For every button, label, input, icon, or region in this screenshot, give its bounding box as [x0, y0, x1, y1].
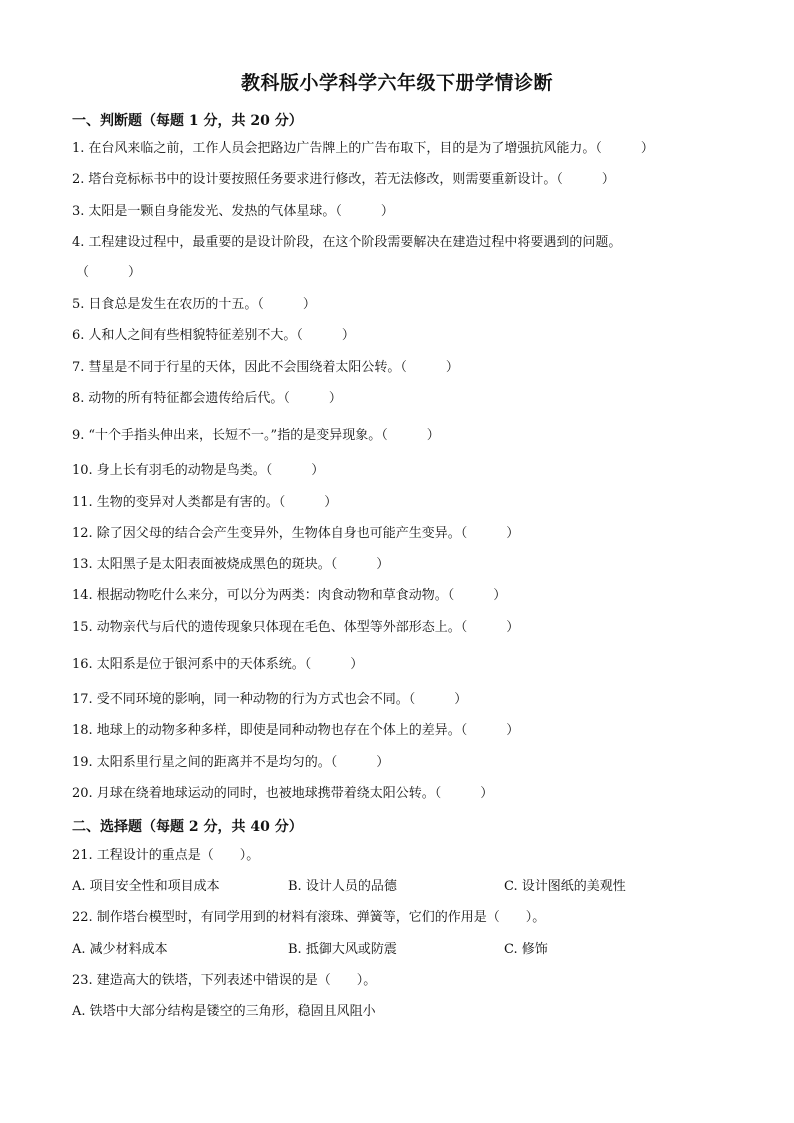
question-2: 2. 塔台竞标标书中的设计要按照任务要求进行修改，若无法修改，则需要重新设计。（ ）: [72, 172, 615, 187]
option-22-a: A. 减少材料成本: [72, 942, 168, 957]
option-21-b: B. 设计人员的品德: [288, 879, 397, 894]
question-14: 14. 根据动物吃什么来分，可以分为两类：肉食动物和草食动物。（ ）: [72, 588, 507, 603]
question-13: 13. 太阳黑子是太阳表面被烧成黑色的斑块。（ ）: [72, 557, 390, 572]
question-5: 5. 日食总是发生在农历的十五。（ ）: [72, 297, 316, 312]
question-23: 23. 建造高大的铁塔，下列表述中错误的是（ ）。: [72, 973, 377, 988]
question-10: 10. 身上长有羽毛的动物是鸟类。（ ）: [72, 463, 325, 478]
question-1: 1. 在台风来临之前，工作人员会把路边广告牌上的广告布取下，目的是为了增强抗风能力。（ ）: [72, 141, 654, 156]
question-16: 16. 太阳系是位于银河系中的天体系统。（ ）: [72, 657, 364, 672]
question-22: 22. 制作塔台模型时，有同学用到的材料有滚珠、弹簧等，它们的作用是（ ）。: [72, 910, 546, 925]
question-4-continuation: （ ）: [76, 265, 142, 280]
option-23-a: A. 铁塔中大部分结构是镂空的三角形，稳固且风阻小: [72, 1004, 376, 1019]
question-7: 7. 彗星是不同于行星的天体，因此不会围绕着太阳公转。（ ）: [72, 360, 459, 375]
question-17: 17. 受不同环境的影响，同一种动物的行为方式也会不同。（ ）: [72, 692, 468, 707]
option-22-c: C. 修饰: [504, 942, 548, 957]
option-21-a: A. 项目安全性和项目成本: [72, 879, 220, 894]
section-heading-judgment: 一、判断题（每题 1 分，共 20 分）: [72, 113, 303, 129]
question-20: 20. 月球在绕着地球运动的同时，也被地球携带着绕太阳公转。（ ）: [72, 786, 494, 801]
section-heading-choice: 二、选择题（每题 2 分，共 40 分）: [72, 819, 303, 835]
question-11: 11. 生物的变异对人类都是有害的。（ ）: [72, 495, 338, 510]
page-title: 教科版小学科学六年级下册学情诊断: [240, 72, 553, 94]
question-12: 12. 除了因父母的结合会产生变异外，生物体自身也可能产生变异。（ ）: [72, 526, 520, 541]
option-21-c: C. 设计图纸的美观性: [504, 879, 626, 894]
question-19: 19. 太阳系里行星之间的距离并不是均匀的。（ ）: [72, 755, 390, 770]
question-8: 8. 动物的所有特征都会遗传给后代。（ ）: [72, 391, 342, 406]
question-15: 15. 动物亲代与后代的遗传现象只体现在毛色、体型等外部形态上。（ ）: [72, 620, 520, 635]
question-3: 3. 太阳是一颗自身能发光、发热的气体星球。（ ）: [72, 204, 394, 219]
question-6: 6. 人和人之间有些相貌特征差别不大。（ ）: [72, 328, 355, 343]
question-9: 9. “十个手指头伸出来，长短不一。”指的是变异现象。（ ）: [72, 428, 440, 443]
question-21: 21. 工程设计的重点是（ ）。: [72, 848, 260, 863]
question-4: 4. 工程建设过程中，最重要的是设计阶段，在这个阶段需要解决在建造过程中将要遇到的问题。: [72, 235, 622, 250]
option-22-b: B. 抵御大风或防震: [288, 942, 397, 957]
question-18: 18. 地球上的动物多种多样，即使是同种动物也存在个体上的差异。（ ）: [72, 723, 520, 738]
